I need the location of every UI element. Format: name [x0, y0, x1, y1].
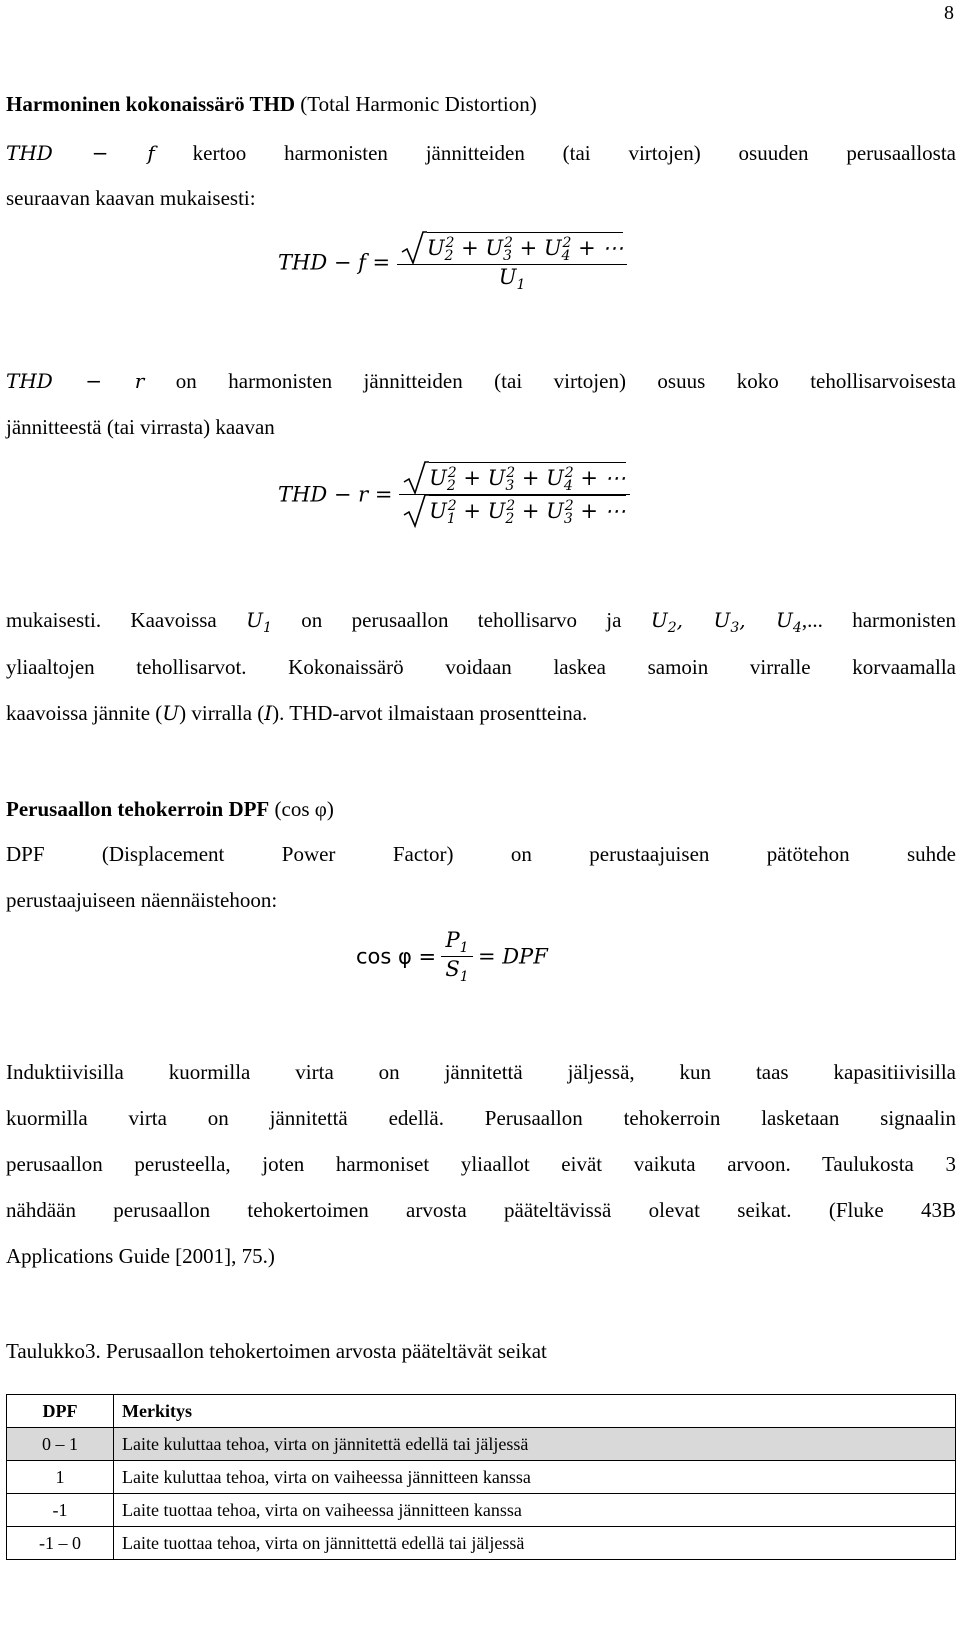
thd-f-line2: seuraavan kaavan mukaisesti:: [6, 186, 256, 210]
cell-merkitys: Laite kuluttaa tehoa, virta on vaiheessa jännitteen kanssa: [114, 1461, 956, 1494]
thd-f-line1: [6, 141, 956, 165]
cell-merkitys: Laite tuottaa tehoa, virta on vaiheessa jännitteen kanssa: [114, 1494, 956, 1527]
table-row: [7, 1428, 956, 1461]
table-row: [7, 1527, 956, 1560]
dpf-para-line2: kuormilla virta on jännitettä edellä. Perusaallon tehokerroin lasketaan signaalin: [6, 1106, 956, 1130]
dpf-para-line4: nähdään perusaallon tehokertoimen arvosta pääteltävissä olevat seikat. (Fluke 43B: [6, 1198, 956, 1222]
dpf-para-line1: Induktiivisilla kuormilla virta on jännitettä jäljessä, kun taas kapasitiivisilla: [6, 1060, 956, 1084]
explain-text-d: kaavoissa jännite (: [6, 701, 163, 725]
dpf-heading-bold: Perusaallon tehokerroin DPF: [6, 797, 270, 821]
cell-merkitys: Laite kuluttaa tehoa, virta on jännitettä edellä tai jäljessä: [114, 1428, 956, 1461]
thd-heading: [6, 92, 956, 116]
explain-text-f: ). THD-arvot ilmaistaan prosentteina.: [272, 701, 588, 725]
thd-f-formula: THD − f = $\frac{U_2^2 + U_3^2 + U_4^2 + \cdots}{U_1}$: [278, 232, 627, 293]
cell-dpf: 0 – 1: [7, 1428, 114, 1461]
dpf-heading: [6, 797, 956, 821]
thd-r-text: on harmonisten jännitteiden (tai virtojen) osuus koko tehollisarvoisesta: [175, 369, 957, 393]
dpf-line2: perustaajuiseen näennäistehoon:: [6, 888, 278, 912]
cell-merkitys: Laite tuottaa tehoa, virta on jännittettä edellä tai jäljessä: [114, 1527, 956, 1560]
thd-f-symbol: THD − f: [6, 141, 155, 165]
thd-heading-rest: (Total Harmonic Distortion): [300, 92, 537, 116]
thd-r-symbol: THD − r: [6, 369, 145, 393]
explain-line3: [6, 701, 956, 725]
cell-dpf: -1: [7, 1494, 114, 1527]
table-header-row: [7, 1395, 956, 1428]
thd-f-text: kertoo harmonisten jännitteiden (tai virtojen) osuuden perusaallosta: [192, 141, 956, 165]
cos-phi-formula: cos φ = $\frac{P_1}{S_1}$ = DPF: [356, 928, 548, 986]
explain-text-a: mukaisesti. Kaavoissa: [6, 608, 217, 632]
thd-r-formula: THD − r = $\frac{U_2^2 + U_3^2 + U_4^2 + \cdots}{U_1^2 + U_2^2 + U_3^2 + \cdots}$: [278, 462, 630, 527]
symbol-u2-u3-u4: $U_2$, $U_3$, $U_4$: [650, 608, 802, 636]
cell-dpf: -1 – 0: [7, 1527, 114, 1560]
dpf-para-line3: perusaallon perusteella, joten harmoniset yliaallot eivät vaikuta arvoon. Taulukosta 3: [6, 1152, 956, 1176]
formula-s: S: [445, 957, 460, 982]
table-caption: Taulukko3. Perusaallon tehokertoimen arvosta pääteltävät seikat: [6, 1339, 547, 1363]
page-number: 8: [944, 2, 954, 24]
dpf-heading-rest: (cos φ): [274, 797, 334, 821]
table-row: [7, 1494, 956, 1527]
table-row: [7, 1461, 956, 1494]
thd-heading-bold: Harmoninen kokonaissärö THD: [6, 92, 296, 116]
dpf-table: [6, 1394, 956, 1560]
explain-text-e: ) virralla (: [179, 701, 265, 725]
dpf-para-line5: Applications Guide [2001], 75.): [6, 1244, 275, 1268]
cos-phi-lhs: cos φ =: [356, 944, 437, 969]
col-header-merkitys: Merkitys: [114, 1395, 956, 1428]
symbol-i: I: [264, 701, 273, 725]
thd-r-line2: jännitteestä (tai virrasta) kaavan: [6, 415, 275, 439]
explain-line1: [6, 608, 956, 640]
symbol-u1: $U_1$: [246, 608, 272, 636]
explain-text-c: ,... harmonisten: [801, 608, 957, 632]
thd-r-line1: [6, 369, 956, 393]
col-header-dpf: DPF: [7, 1395, 114, 1428]
explain-line2: yliaaltojen tehollisarvot. Kokonaissärö voidaan laskea samoin virralle korvaamalla: [6, 655, 956, 679]
formula-p: P: [445, 928, 460, 952]
explain-text-b: on perusaallon tehollisarvo ja: [301, 608, 622, 632]
symbol-u: U: [162, 701, 180, 725]
dpf-line1: DPF (Displacement Power Factor) on perustaajuisen pätötehon suhde: [6, 842, 956, 866]
cell-dpf: 1: [7, 1461, 114, 1494]
formula-rhs: = DPF: [477, 944, 548, 969]
